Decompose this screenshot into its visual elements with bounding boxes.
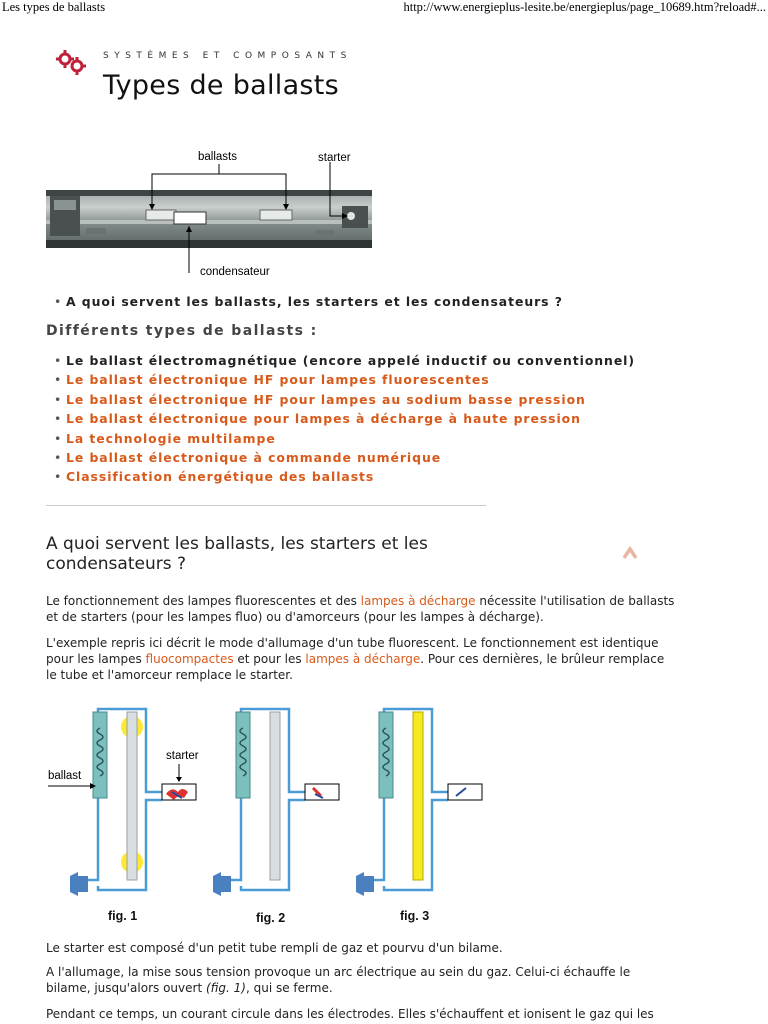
fig-3-label: fig. 3 [400, 909, 430, 923]
fig-2-label: fig. 2 [256, 911, 286, 925]
paragraph-1: Le fonctionnement des lampes fluorescentes et des lampes à décharge nécessite l'utilisation de ballasts et de starters (pour les lampes fluo) ou d'amorceurs (pour les lampes à décharge). [46, 594, 675, 625]
label-ballasts: ballasts [198, 151, 237, 163]
figure-3 [356, 709, 482, 896]
type-link-hf-fluorescentes[interactable]: • Le ballast électronique HF pour lampes fluorescentes [46, 370, 635, 389]
paragraph-5: Pendant ce temps, un courant circule dans les électrodes. Elles s'échauffent et ionisent le gaz qui les [46, 1007, 654, 1021]
label-ballast: ballast [48, 770, 82, 782]
label-starter: starter [318, 152, 351, 164]
section-title: A quoi servent les ballasts, les starters et les condensateurs ? [46, 534, 428, 574]
label-starter-fig: starter [166, 750, 199, 762]
paragraph-4: A l'allumage, la mise sous tension provoque un arc électrique au sein du gaz. Celui-ci échauffe le bilame, jusqu'alors ouvert (fig. 1), qui se ferme. [46, 965, 631, 996]
type-link-multilampe[interactable]: • La technologie multilampe [46, 429, 635, 448]
link-lampes-decharge-2[interactable]: lampes à décharge [305, 652, 421, 667]
intro-list [46, 292, 563, 311]
link-lampes-decharge[interactable]: lampes à décharge [360, 594, 476, 608]
divider [46, 505, 486, 506]
link-fluocompactes[interactable]: fluocompactes [145, 652, 234, 667]
starter-figures [46, 700, 486, 930]
figure-1 [48, 709, 196, 896]
page-title: Types de ballasts [103, 70, 340, 101]
print-header-url: http://www.energieplus-lesite.be/energieplus/page_10689.htm?reload#... [403, 0, 766, 14]
paragraph-2: L'exemple repris ici décrit le mode d'allumage d'un tube fluorescent. Le fonctionnement est identique pour les lampes fluocompactes et pour les lampes à décharge. Pour ces dernières, le brûleur remplace le tube et l'amorceur remplace le starter. [46, 636, 665, 683]
ballast-photo [46, 148, 376, 283]
fig-1-label: fig. 1 [108, 909, 138, 923]
ballast-types-list [46, 351, 635, 487]
type-link-classification[interactable]: • Classification énergétique des ballasts [46, 467, 635, 486]
paragraph-3: Le starter est composé d'un petit tube rempli de gaz et pourvu d'un bilame. [46, 941, 503, 955]
subheading: Différents types de ballasts : [46, 323, 318, 339]
caret-up-icon[interactable] [621, 545, 639, 559]
type-item-electromagnetique: • Le ballast électromagnétique (encore appelé inductif ou conventionnel) [46, 351, 635, 370]
gears-icon [55, 50, 89, 76]
type-link-haute-pression[interactable]: • Le ballast électronique pour lampes à décharge à haute pression [46, 409, 635, 428]
type-link-commande-numerique[interactable]: • Le ballast électronique à commande numérique [46, 448, 635, 467]
print-header-title: Les types de ballasts [2, 0, 106, 14]
section-label: SYSTÈMES ET COMPOSANTS [103, 51, 352, 61]
intro-link[interactable]: • A quoi servent les ballasts, les starters et les condensateurs ? [46, 292, 563, 311]
label-condensateur: condensateur [200, 266, 270, 278]
figure-2 [213, 709, 339, 896]
type-link-hf-sodium[interactable]: • Le ballast électronique HF pour lampes au sodium basse pression [46, 390, 635, 409]
print-header [0, 0, 768, 16]
fig-ref: (fig. 1) [205, 981, 246, 996]
